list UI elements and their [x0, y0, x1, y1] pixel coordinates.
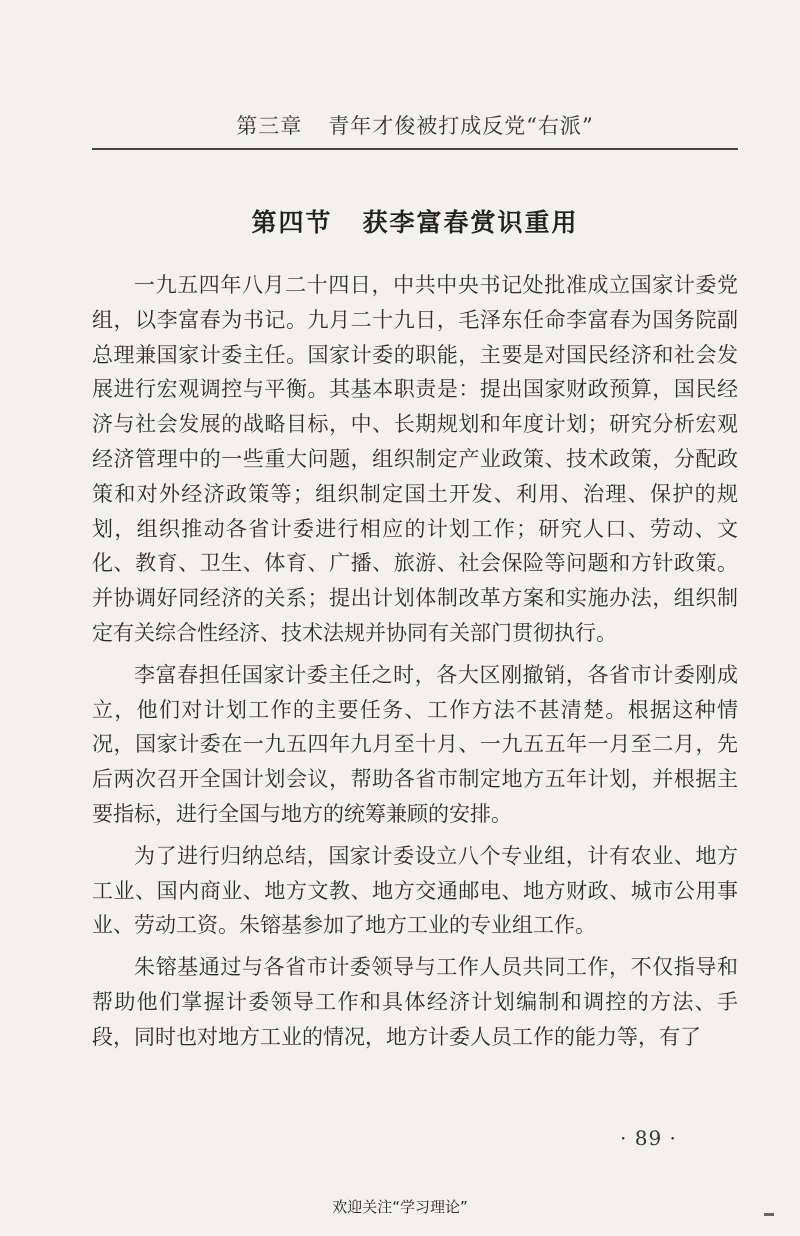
footer-note: 欢迎关注“学习理论”: [332, 1198, 468, 1216]
paragraph-1: 一九五四年八月二十四日，中共中央书记处批准成立国家计委党组，以李富春为书记。九月二十九日，毛泽东任命李富春为国务院副总理兼国家计委主任。国家计委的职能，主要是对国民经济和社会发展进行宏观调控与平衡。其基本职责是：提出国家财政预算，国民经济与社会发展的战略目标，中、长期规划和年度计划；研究分析宏观经济管理中的一些重大问题，组织制定产业政策、技术政策，分配政策和对外经济政策等；组织制定国土开发、利用、治理、保护的规划，组织推动各省计委进行相应的计划工作；研究人口、劳动、文化、教育、卫生、体育、广播、旅游、社会保险等问题和方针政策。并协调好同经济的关系；提出计划体制改革方案和实施办法，组织制定有关综合性经济、技术法规并协同有关部门贯彻执行。: [92, 273, 738, 645]
paragraph-4: 朱镕基通过与各省市计委领导与工作人员共同工作，不仅指导和帮助他们掌握计委领导工作和具体经济计划编制和调控的方法、手段，同时也对地方工业的情况，地方计委人员工作的能力等，有了: [92, 955, 738, 1049]
scan-speck: [764, 1213, 774, 1216]
chapter-title: 青年才俊被打成反党“右派”: [328, 114, 594, 138]
section-number: 第四节: [251, 208, 333, 237]
paragraph-3: 为了进行归纳总结，国家计委设立八个专业组，计有农业、地方工业、国内商业、地方文教、地方交通邮电、地方财政、城市公用事业、劳动工资。朱镕基参加了地方工业的专业组工作。: [92, 843, 738, 938]
section-title: 获李富春赏识重用: [362, 208, 579, 237]
body-text: [92, 268, 738, 1062]
running-header: [92, 110, 738, 140]
chapter-number: 第三章: [236, 114, 303, 138]
section-heading: [92, 203, 738, 239]
page-number: · 89 ·: [620, 1126, 677, 1150]
header-rule: [92, 148, 738, 150]
paragraph-2: 李富春担任国家计委主任之时，各大区刚撤销，各省市计委刚成立，他们对计划工作的主要任务、工作方法不甚清楚。根据这种情况，国家计委在一九五四年九月至十月、一九五五年一月至二月，先后两次召开全国计划会议，帮助各省市制定地方五年计划，并根据主要指标，进行全国与地方的统筹兼顾的安排。: [92, 662, 738, 826]
